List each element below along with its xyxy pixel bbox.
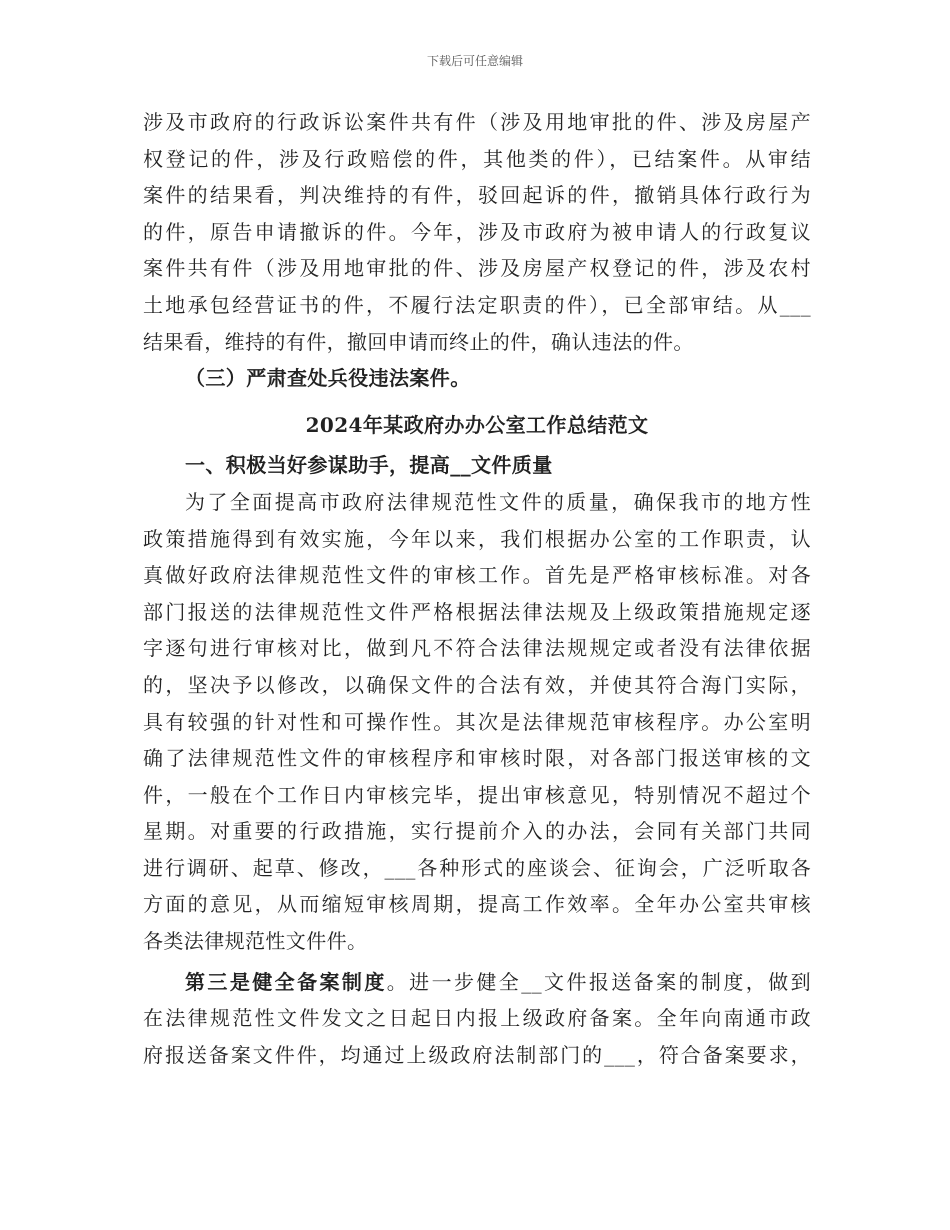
text-line: 案件的结果看，判决维持的有件，驳回起诉的件，撤销具体行政行为 (143, 183, 811, 208)
text-line: 件，一般在个工作日内审核完毕，提出审核意见，特别情况不超过个 (143, 782, 811, 807)
text-line: 各类法律规范性文件件。 (143, 929, 368, 954)
text-line: 真做好政府法律规范性文件的审核工作。首先是严格审核标准。对各 (143, 563, 811, 588)
document-body (143, 104, 811, 1073)
text-line: 案件共有件（涉及用地审批的件、涉及房屋产权登记的件，涉及农村 (143, 256, 811, 281)
section-heading-1: 一、积极当好参谋助手，提高__文件质量 (185, 453, 553, 478)
text-run: 。进一步健全__文件报送备案的制度，做到 (386, 969, 811, 994)
text-line: 土地承包经营证书的件，不履行法定职责的件），已全部审结。从___ (143, 292, 811, 317)
paragraph-filing (143, 964, 811, 1074)
emphasis-lead: 第三是健全备案制度 (185, 969, 387, 994)
text-line: 涉及市政府的行政诉讼案件共有件（涉及用地审批的件、涉及房屋产 (143, 110, 811, 134)
text-line: 具有较强的针对性和可操作性。其次是法律规范审核程序。办公室明 (143, 709, 811, 734)
text-line: 进行调研、起草、修改，___各种形式的座谈会、征询会，广泛听取各 (143, 855, 811, 880)
text-line: 部门报送的法律规范性文件严格根据法律法规及上级政策措施规定逐 (143, 599, 811, 624)
page-header: 下载后可任意编辑 (426, 54, 523, 68)
text-line: 结果看，维持的有件，撤回申请而终止的件，确认违法的件。 (143, 329, 694, 354)
text-line: 字逐句进行审核对比，做到凡不符合法律法规规定或者没有法律依据 (143, 636, 811, 661)
document-title: 2024年某政府办办公室工作总结范文 (305, 412, 649, 437)
paragraph-review (143, 484, 811, 960)
text-line: 星期。对重要的行政措施，实行提前介入的办法，会同有关部门共同 (143, 819, 811, 844)
text-line: 的，坚决予以修改，以确保文件的合法有效，并使其符合海门实际， (143, 672, 811, 697)
text-line: 在法律规范性文件发文之日起日内报上级政府备案。全年向南通市政 (143, 1006, 811, 1031)
text-line: 确了法律规范性文件的审核程序和审核时限，对各部门报送审核的文 (143, 746, 811, 771)
section-heading-3: （三）严肃查处兵役违法案件。 (185, 366, 471, 391)
text-line: 府报送备案文件件，均通过上级政府法制部门的___，符合备案要求， (143, 1042, 811, 1067)
text-line: 政策措施得到有效实施，今年以来，我们根据办公室的工作职责，认 (143, 526, 811, 551)
text-line: 的件，原告申请撤诉的件。今年，涉及市政府为被申请人的行政复议 (143, 219, 811, 244)
text-line: 权登记的件，涉及行政赔偿的件，其他类的件），已结案件。从审结 (143, 146, 811, 171)
text-line (143, 964, 811, 1001)
text-line: 方面的意见，从而缩短审核周期，提高工作效率。全年办公室共审核 (143, 892, 811, 917)
paragraph-lawsuits (143, 104, 811, 360)
text-line: 为了全面提高市政府法律规范性文件的质量，确保我市的地方性 (185, 489, 811, 514)
